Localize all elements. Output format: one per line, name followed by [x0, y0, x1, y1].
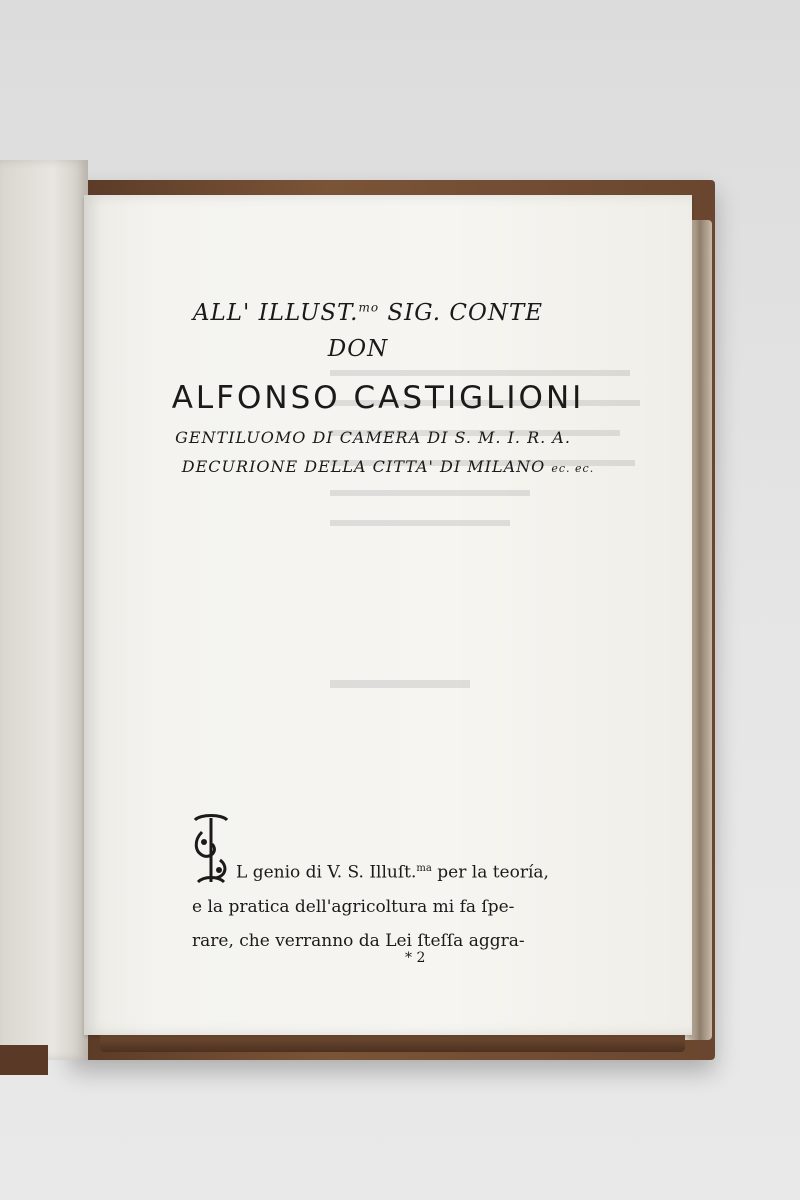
body-line-3: rare, che verranno da Lei ſteſſa aggra- [192, 930, 525, 951]
dedication-block [84, 300, 692, 476]
left-cover-corner [0, 1045, 48, 1075]
body-text [192, 852, 616, 958]
body-line-1-sup: ma [416, 863, 432, 874]
body-line-1-a: L genio di V. S. Illuſt. [236, 862, 417, 883]
ornamental-initial-icon [192, 812, 230, 888]
body-line-1-b: per la teoría, [431, 862, 549, 883]
dedication-line-1-main: ALL' ILLUST. [192, 300, 359, 326]
dedicatee-name: ALFONSO CASTIGLIONI [171, 380, 585, 416]
body-line-2: e la pratica dell'agricoltura mi fa ſpe- [192, 896, 515, 917]
dedication-line-1-sup: mo [358, 300, 380, 315]
dedication-line-1-rest: SIG. CONTE [379, 300, 544, 326]
left-page [0, 160, 88, 1060]
dedication-office-line [84, 457, 692, 476]
dedication-ecc: ec. ec. [551, 462, 595, 475]
dedication-line-1 [44, 300, 692, 326]
dedication-office-text: DECURIONE DELLA CITTA' DI MILANO [181, 457, 546, 476]
signature-mark: * 2 [405, 950, 426, 966]
dedication-title-line: GENTILUOMO DI CAMERA DI S. M. I. R. A. [175, 428, 571, 447]
body-line-1 [236, 852, 616, 890]
dedication-line-2: DON [327, 336, 389, 362]
